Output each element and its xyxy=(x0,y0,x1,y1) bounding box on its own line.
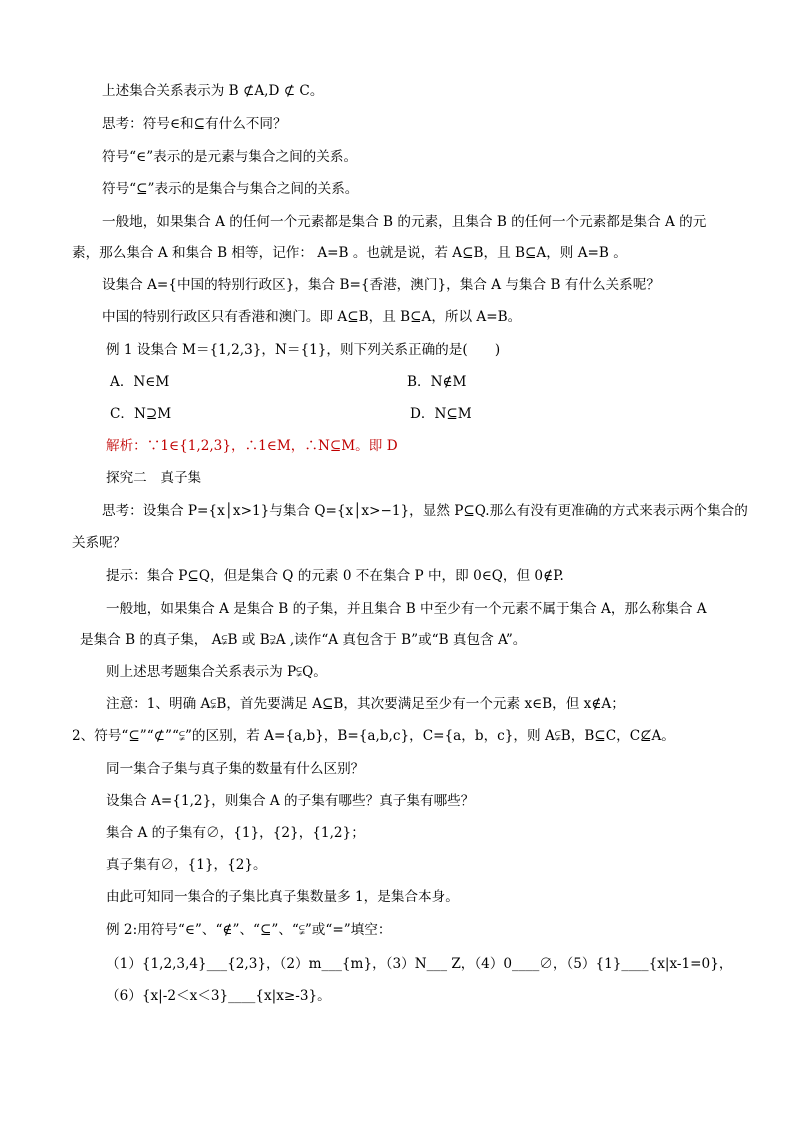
example-2-blanks: （1）{1,2,3,4}___{2,3}，（2）m___{m}，（3）N___ Z，（4）0____∅，（5）{1}____{x|x-1=0}， xyxy=(106,956,733,972)
text-line: 中国的特别行政区只有香港和澳门。即 A⊆B，且 B⊆A，所以 A=B。 xyxy=(102,309,522,325)
text-line: 符号“∈”表示的是元素与集合之间的关系。 xyxy=(102,149,358,165)
text-line: 2、符号“⊆”“⊄”“⫋”的区别，若 A={a,b}，B={a,b,c}，C={a，b，c}，则 A⫋B，B⊆C，C⊈A。 xyxy=(72,728,675,744)
text-line: 素，那么集合 A 和集合 B 相等，记作： A=B 。也就是说，若 A⊆B，且 B⊆A，则 A=B 。 xyxy=(72,245,627,261)
text-line: 一般地，如果集合 A 的任何一个元素都是集合 B 的元素，且集合 B 的任何一个元素都是集合 A 的元 xyxy=(102,214,707,230)
text-line: 上述集合关系表示为 B ⊄A,D ⊄ C。 xyxy=(102,83,324,99)
text-line: 思考：符号∈和⊆有什么不同？ xyxy=(102,116,287,132)
text-line: 一般地，如果集合 A 是集合 B 的子集，并且集合 B 中至少有一个元素不属于集合 A，那么称集合 A xyxy=(106,601,707,617)
option-c: C．N⊇M xyxy=(110,406,172,422)
text-line: 则上述思考题集合关系表示为 P⫋Q。 xyxy=(106,664,327,680)
text-line: 集合 A 的子集有∅，{1}，{2}，{1,2}； xyxy=(106,825,365,841)
text-line: 由此可知同一集合的子集比真子集数量多 1，是集合本身。 xyxy=(106,889,459,905)
example-1-question: 例 1 设集合 M＝{1,2,3}，N＝{1}，则下列关系正确的是( ) xyxy=(106,342,501,358)
text-line: 是集合 B 的真子集， A⫋B 或 B⫌A ,读作“A 真包含于 B”或“B 真包含 A”。 xyxy=(80,632,527,648)
section-heading: 探究二 真子集 xyxy=(106,470,202,486)
text-line: 注意：1、明确 A⫋B，首先要满足 A⊆B，其次要满足至少有一个元素 x∈B，但 x∉A； xyxy=(106,696,625,712)
example-1-solution: 解析：∵1∈{1,2,3}，∴1∈M，∴N⊆M。即 D xyxy=(106,438,398,454)
text-line: 符号“⊆”表示的是集合与集合之间的关系。 xyxy=(102,181,359,197)
text-line: 设集合 A={1,2}，则集合 A 的子集有哪些？真子集有哪些？ xyxy=(106,793,475,809)
option-a: A．N∈M xyxy=(110,374,170,390)
text-line: 思考：设集合 P={x│x>1}与集合 Q={x│x>−1}，显然 P⊆Q.那么有没有更准确的方式来表示两个集合的 xyxy=(102,503,748,519)
text-line: 同一集合子集与真子集的数量有什么区别？ xyxy=(106,761,365,777)
text-line: 提示：集合 P⊆Q，但是集合 Q 的元素 0 不在集合 P 中，即 0∈Q，但 0∉P. xyxy=(106,568,564,584)
text-line: 关系呢？ xyxy=(72,535,127,551)
text-line: 设集合 A={中国的特别行政区}，集合 B={香港，澳门}，集合 A 与集合 B 有什么关系呢？ xyxy=(102,277,660,293)
example-2-question: 例 2:用符号“∈”、“∉”、“⊆”、“⫋”或“=”填空： xyxy=(106,922,392,938)
text-line: 真子集有∅，{1}，{2}。 xyxy=(106,857,267,873)
option-b: B．N∉M xyxy=(407,374,467,390)
example-2-blanks: （6）{x|-2＜x＜3}____{x|x≥-3}。 xyxy=(106,988,331,1004)
option-d: D．N⊆M xyxy=(410,406,472,422)
